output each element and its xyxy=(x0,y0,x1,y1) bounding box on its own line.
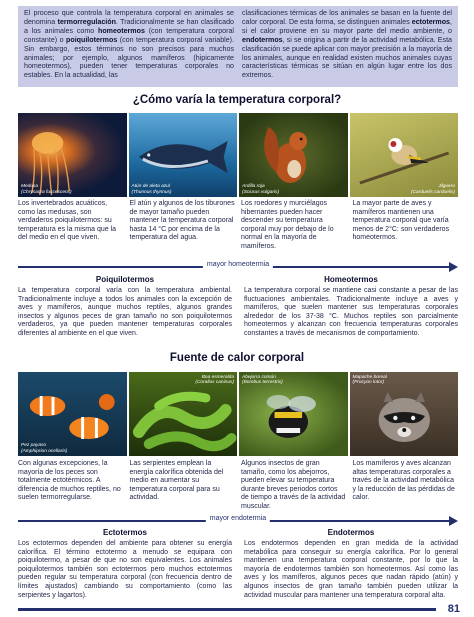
intro-text: , si se origina a partir de la actividad metabólica. Esta clasificación se puede aplicar con mayor precisión a la mayoría de los animales, aunque en realidad existen muchos animales cuyas características térmicas se sitúan en algún lugar entre los dos extremos. xyxy=(242,35,452,80)
term-homeotermos: homeotermos xyxy=(97,26,145,35)
desc-tuna: El atún y algunos de los tiburones de mayor tamaño pueden mantener la temperatura corporal hasta 14 °C por encima de la temperatura del agua. xyxy=(129,200,235,242)
section2-title: Fuente de calor corporal xyxy=(169,352,305,364)
intro-text: (con temperatura corporal constante) o xyxy=(24,26,234,44)
photo-caption: Atún de aleta azul (Thunnus thynnus) xyxy=(131,184,172,195)
poiquilotermos-column xyxy=(18,275,232,339)
ectotermos-column xyxy=(18,528,232,600)
intro-left-paragraph xyxy=(24,9,234,84)
photo-caption: Jilguero (Carduelis carduelis) xyxy=(411,184,455,195)
photo-caption: Ardilla roja (Sciurus vulgaris) xyxy=(242,184,280,195)
photo-caption: Boa esmeralda (Corallus caninus) xyxy=(195,375,234,386)
column-title: Homeotermos xyxy=(324,275,378,284)
arrow-right-icon xyxy=(449,262,458,272)
tuna-photo xyxy=(129,113,238,197)
photo-caption: Abejorro común (Bombus terrestris) xyxy=(242,375,283,386)
footer-bar xyxy=(18,608,436,611)
jellyfish-photo xyxy=(18,113,127,197)
desc-squirrel: Los roedores y murciélagos hibernantes pueden hacer descender su temperatura corporal muy por debajo de lo normal en la mayoría de mamíferos. xyxy=(241,200,334,250)
section1-columns xyxy=(18,275,458,339)
intro-text: clasificaciones térmicas de los animales se basan en la fuente del calor corporal. De esta forma, se distinguen animales xyxy=(242,9,452,26)
column-text: Los endotermos dependen en gran medida de la actividad metabólica para conseguir su energía calorífica. Por lo general mantienen una temperatura corporal constante, por lo que la mayoría de endotermos también son homeotermos. Así como las aves y los mamíferos, algunos peces que nadan rápido (atún) y algunos insectos de gran tamaño también pueden utilizar la actividad muscular para mantener una temperatura corporal alta. xyxy=(244,540,458,599)
term-endotermos: endotermos xyxy=(242,35,283,44)
squirrel-photo xyxy=(239,113,348,197)
endotermos-column xyxy=(244,528,458,600)
section1-photo-strip xyxy=(18,113,458,197)
axis-label: mayor homeotermia xyxy=(203,261,273,268)
desc-goldfinch: La mayor parte de aves y mamíferos mantienen una temperatura corporal que varía menos de 2°C: son verdaderos homeotermos. xyxy=(352,200,450,242)
desc-jellyfish: Los invertebrados acuáticos, como las medusas, son verdaderos poiquilotermos: su temperatura es la misma que la del medio en el que viven. xyxy=(18,200,117,242)
section2-columns xyxy=(18,528,458,600)
desc-raccoon: Los mamíferos y aves alcanzan altas temperaturas corporales a través de la actividad metabólica y la reducción de las pérdidas de calor. xyxy=(352,460,455,502)
term-ectotermos: ectotermos xyxy=(411,17,451,26)
bumblebee-photo xyxy=(239,372,348,456)
desc-bumblebee: Algunos insectos de gran tamaño, como los abejorros, pueden elevar su temperatura durante breves periodos cortos de tiempo a través de la actividad muscular. xyxy=(241,460,346,510)
goldfinch-photo xyxy=(350,113,459,197)
section1-title: ¿Cómo varía la temperatura corporal? xyxy=(132,94,342,106)
column-title: Ectotermos xyxy=(102,528,147,537)
term-poiquilotermos: poiquilotermos xyxy=(66,35,118,44)
intro-box xyxy=(18,6,458,87)
page-number: 81 xyxy=(447,603,460,615)
photo-caption: Medusa (Chrysaora fuscescens) xyxy=(21,184,72,195)
raccoon-photo xyxy=(350,372,459,456)
axis-label: mayor endotermia xyxy=(206,515,270,522)
photo-caption: Mapache boreal (Procyon lotor) xyxy=(352,375,387,386)
intro-text: (con temperatura corporal variable). Sin embargo, estos términos no son precisos para muchos animales; por ejemplo, algunos mamíferos (hipicamente homeotermos), pueden tener temperaturas corporales no estables. En la actualidad, las xyxy=(24,35,235,80)
clownfish-photo xyxy=(18,372,127,456)
arrow-right-icon xyxy=(449,516,458,526)
intro-text: . Tradicionalmente se han clasificado a los animales como xyxy=(24,17,234,35)
column-title: Poiquilotermos xyxy=(95,275,155,284)
desc-clownfish: Con algunas excepciones, la mayoría de los peces son totalmente ectotérmicos. A diferencia de muchos reptiles, no suelen termorregularse. xyxy=(18,460,121,502)
column-text: Los ectotermos dependen del ambiente para obtener su energía calorífica. El término ectotermo a menudo se equipara con poiquilotermo, a pesar de que no son equivalentes. Los animales poiquilotermos también son ectotermos pero muchos ectotermos pueden regular su temperatura corporal (con frecuencia dentro de límites ajustados) cambiando su comportamiento (como las serpientes y lagartos). xyxy=(18,540,232,599)
endothermy-axis xyxy=(18,516,458,526)
section1-descriptions xyxy=(18,200,458,252)
snake-photo xyxy=(129,372,238,456)
homeotermos-column xyxy=(244,275,458,339)
intro-text: , si el calor proviene en su mayor parte del medio ambiente, o xyxy=(242,17,452,35)
homeothermy-axis xyxy=(18,262,458,272)
section2-photo-strip xyxy=(18,372,458,456)
intro-right-paragraph xyxy=(242,9,452,84)
column-text: La temperatura corporal varía con la temperatura ambiental. Tradicionalmente incluye a todos los animales con la excepción de aves y mamíferos, aunque muchos reptiles, algunos grandes insectos y algunos peces de gran tamaño no son poiquilotermos verdaderos, ya que pueden mantener temperaturas corporales diferentes al ambiente en el que viven. xyxy=(18,287,232,337)
column-title: Endotermos xyxy=(327,528,375,537)
photo-caption: Pez payaso (Amphiprion ocellaris) xyxy=(21,443,68,454)
desc-snake: Las serpientes emplean la energía calorífica obtenida del medio en aumentar su temperatura corporal para su actividad. xyxy=(129,460,224,502)
column-text: La temperatura corporal se mantiene casi constante a pesar de las fluctuaciones ambientales. Tradicionalmente incluye a aves y mamíferos, que suelen mantener sus temperaturas corporales alrededor de los 37-38 °C. Muchos reptiles son parcialmente homeotermos y alcanzan con frecuencia temperaturas corporales constantes a través de mecanismos de comportamiento. xyxy=(244,287,458,337)
term-termorregulacion: termorregulación xyxy=(57,17,116,26)
intro-text: El proceso que controla la temperatura corporal en animales se denomina xyxy=(24,9,234,26)
section2-descriptions xyxy=(18,460,458,512)
